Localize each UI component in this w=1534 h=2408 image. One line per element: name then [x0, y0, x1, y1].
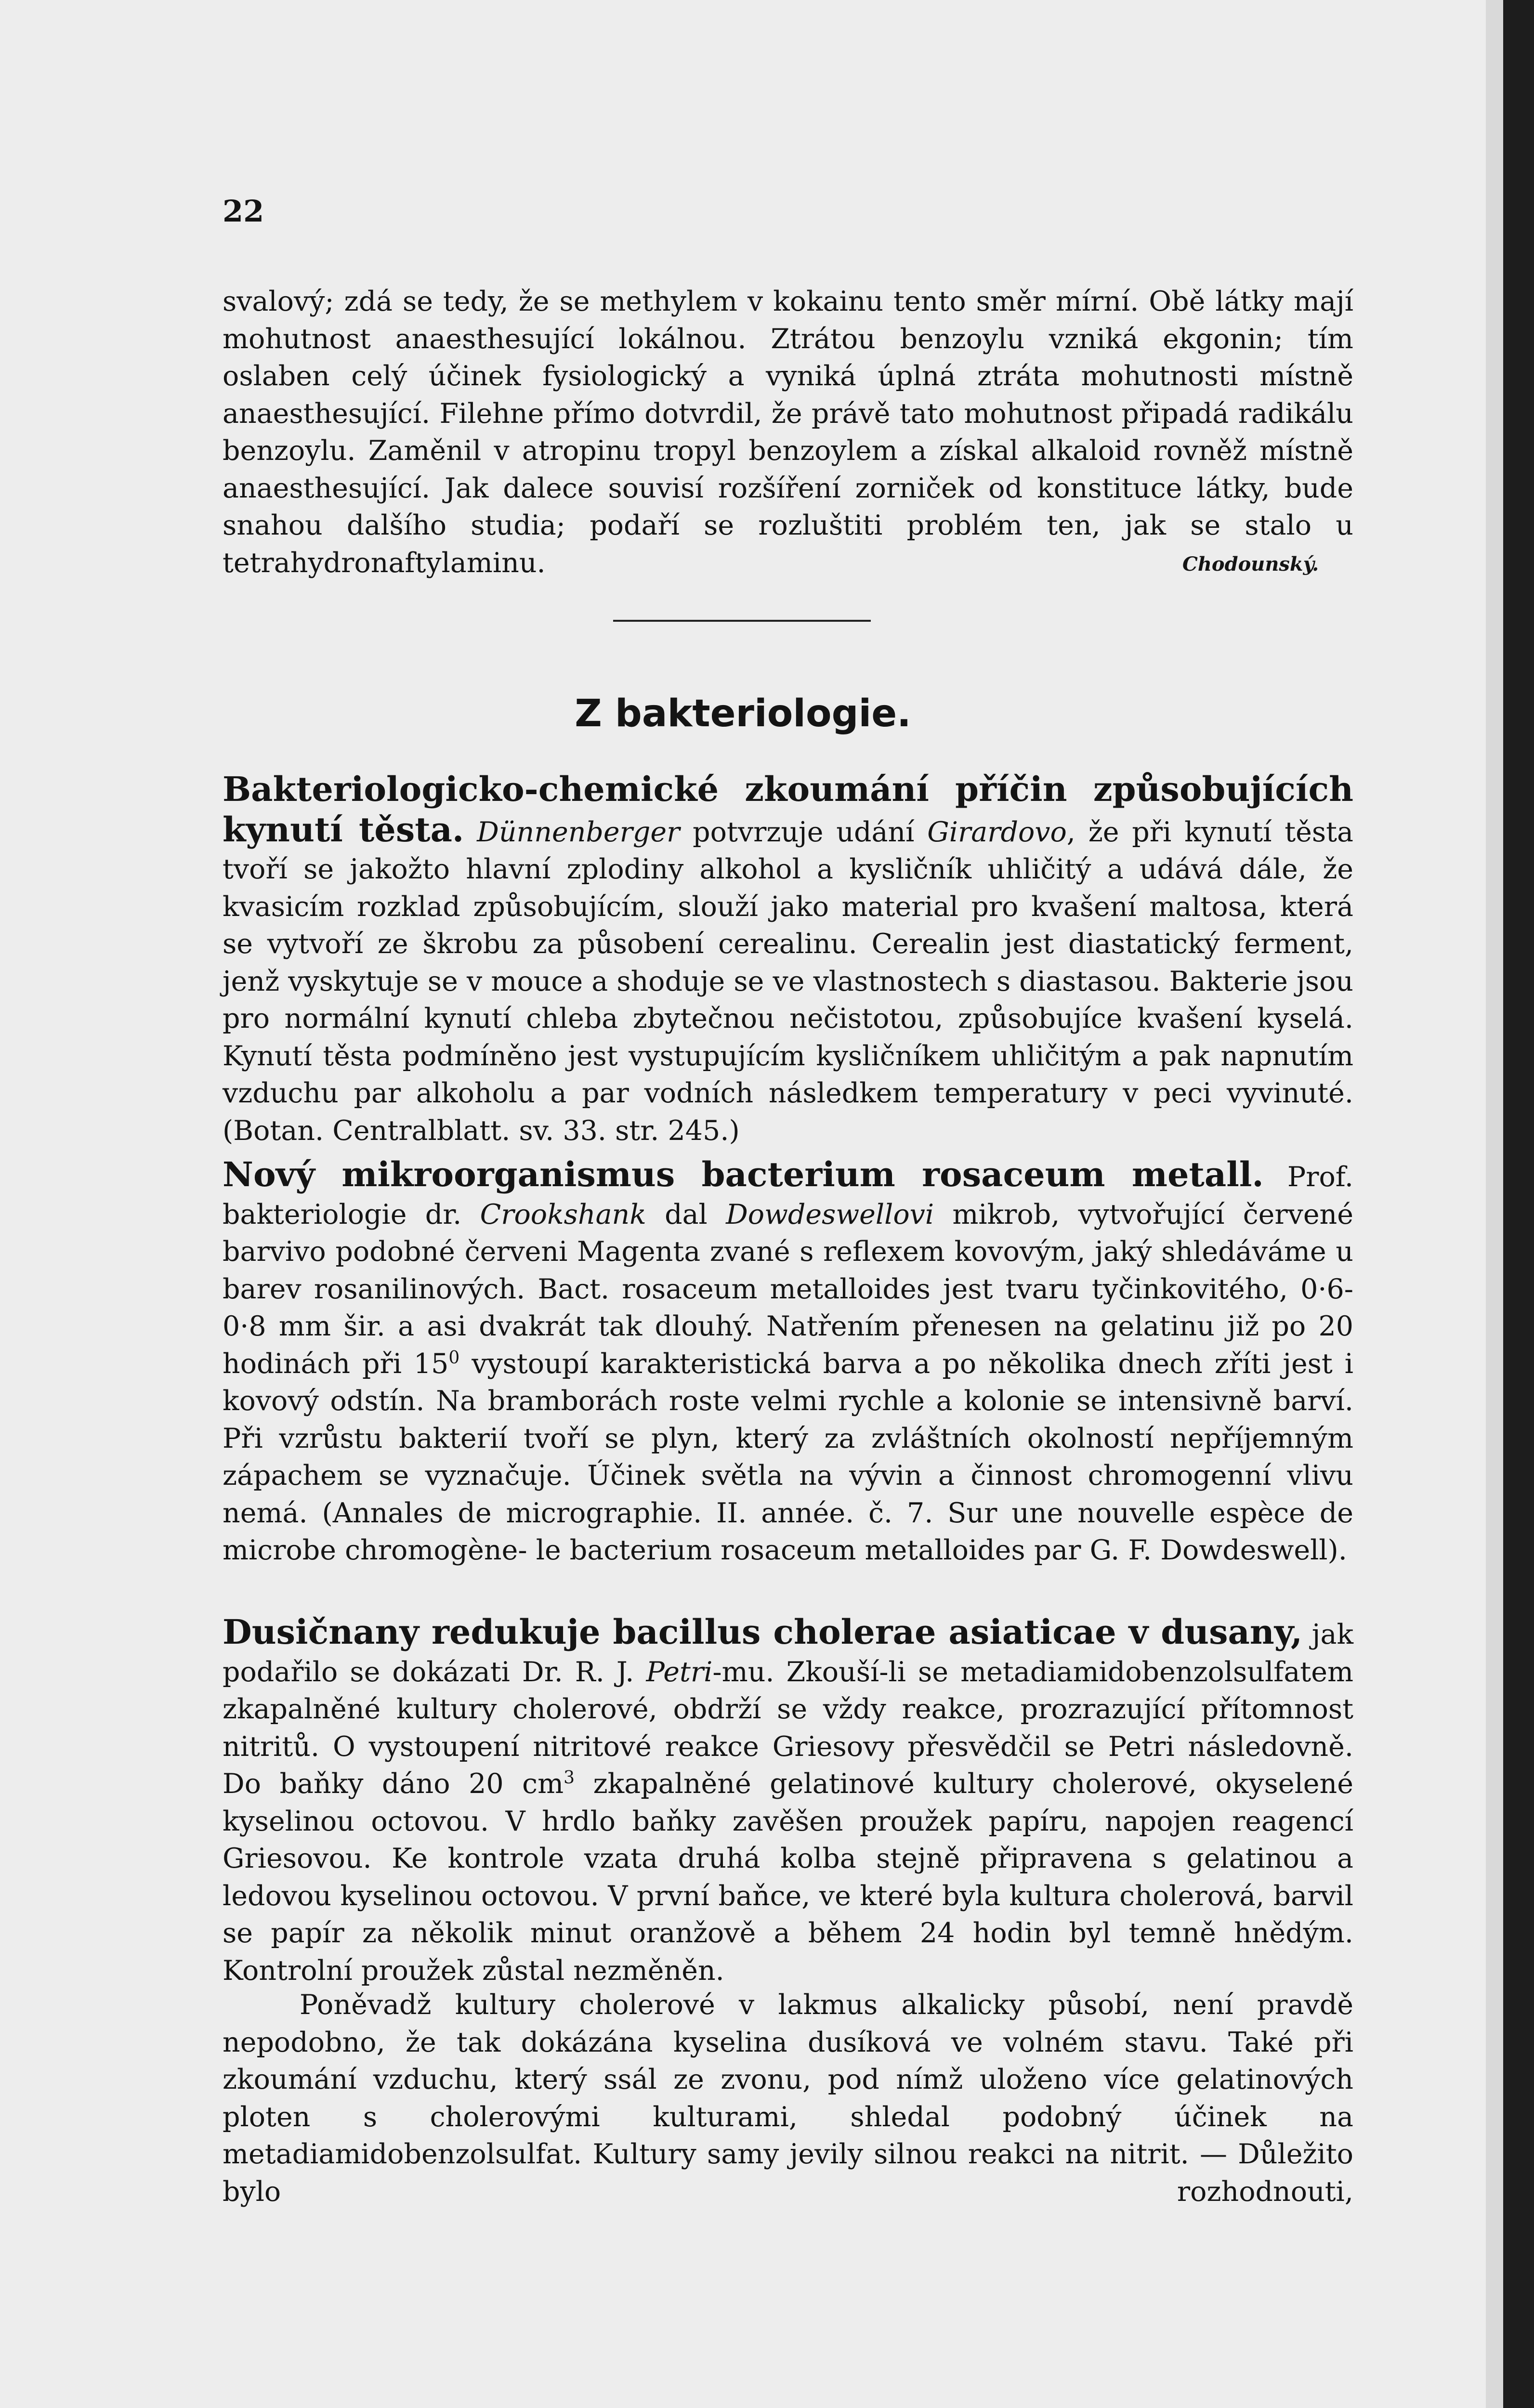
article-dusicnany [223, 1613, 1353, 1989]
page-number: 22 [223, 194, 264, 229]
person-name: Dowdeswellovi [726, 1198, 934, 1230]
article-heading: Nový mikroorganismus bacterium rosaceum metall. [223, 1154, 1264, 1194]
article-text: dal [646, 1198, 726, 1230]
article-text: potvrzuje udání [680, 816, 928, 848]
article-bakteriologicko-chemicke [223, 771, 1353, 1150]
article-heading: Dusičnany redukuje bacillus cholerae asiaticae v dusany, [223, 1612, 1303, 1652]
article-bacterium-rosaceum [223, 1156, 1353, 1570]
article-text: , že při kynutí těsta tvoří se jakožto hlavní zplodiny alkohol a kysličník uhličitý a udává dále, že kvasicím rozklad způsobujícím, slouží jako material pro kvašení maltosa, která se vytvoří ze škrobu za působení cerealinu. Cerealin jest diastatický ferment, jenž vyskytuje se v mouce a shoduje se ve vlastnostech s diastasou. Bakterie jsou pro normální kynutí chleba zbytečnou nečistotou, způsobujíce kvašení kyselá. Kynutí těsta podmíněno jest vystupujícím kysličníkem uhličitým a pak napnutím vzduchu par alkoholu a par vodních následkem temperatury v peci vyvinuté. (Botan. Centralblatt. sv. 33. str. 245.) [223, 816, 1353, 1147]
person-name: Crookshank [480, 1198, 646, 1230]
author-name: Dünnenberger [477, 816, 680, 848]
article-text: -mu. Zkouší-li se metadiamidobenzolsulfatem zkapalněné kultury cholerové, obdrží se vždy reakce, prozrazující přítomnost nitritů. O vystoupení nitritové reakce Griesovy přesvědčil se Petri následovně. Do baňky dáno 20 cm [223, 1656, 1353, 1800]
article-heading: Bakteriologicko-chemické zkoumání příčin způsobujících kynutí těsta. [223, 769, 1353, 850]
intro-paragraph: svalový; zdá se tedy, že se methylem v kokainu tento směr mírní. Obě látky mají mohutnost anaesthesující lokálnou. Ztrátou benzoylu vzniká ekgonin; tím oslaben celý účinek fysiologický a vyniká úplná ztráta mohutnosti místně anaesthesující. Filehne přímo dotvrdil, že právě tato mohutnost připadá radikálu benzoylu. Zaměnil v atropinu tropyl benzoylem a získal alkaloid rovněž místně anaesthesující. Jak dalece souvisí rozšíření zorniček od konstituce látky, bude snahou dalšího studia; podaří se rozluštiti problém ten, jak se stalo u tetrahydronaftylaminu. [223, 286, 1353, 579]
cube-superscript: 3 [564, 1768, 575, 1788]
degree-superscript: 0 [448, 1348, 460, 1368]
signature: Chodounský. [1182, 553, 1319, 576]
person-name: Petri [646, 1656, 713, 1688]
page-edge [1486, 0, 1503, 2408]
article-text: jak podařilo se dokázati Dr. R. J. [223, 1619, 1353, 1688]
article-text: zkapalněné gelatinové kultury cholerové, okyselené kyselinou octovou. V hrdlo baňky zavěšen proužek papíru, napojen reagencí Griesovou. Ke kontrole vzata druhá kolba stejně připravena s gelatinou a ledovou kyselinou octovou. V první baňce, ve které byla kultura cholerová, barvil se papír za několik minut oranžově a během 24 hodin byl temně hnědým. Kontrolní proužek zůstal nezměněn. [223, 1768, 1353, 1987]
article-text: mikrob, vytvořující červené barvivo podobné červeni Magenta zvané s reflexem kovovým, jaký shledáváme u barev rosanilinových. Bact. rosaceum metalloides jest tvaru tyčinkovitého, 0·6-0·8 mm šir. a asi dvakrát tak dlouhý. Natřením přenesen na gelatinu již po 20 hodinách při 15 [223, 1198, 1353, 1380]
reference-name: Girardovo [927, 816, 1067, 848]
article-text: Prof. bakteriologie dr. [223, 1161, 1353, 1230]
section-divider [613, 620, 871, 622]
article-dusicnany-paragraph-2: Poněvadž kultury cholerové v lakmus alkalicky působí, není pravdě nepodobno, že tak dokázána kyselina dusíková ve volném stavu. Také při zkoumání vzduchu, který ssál ze zvonu, pod nímž uloženo více gelatinových ploten s cholerovými kulturami, shledal podobný účinek na metadiamidobenzolsulfat. Kultury samy jevily silnou reakci na nitrit. — Důležito bylo rozhodnouti, [223, 1989, 1353, 2208]
article-text: vystoupí karakteristická barva a po několika dnech zříti jest i kovový odstín. Na bramborách roste velmi rychle a kolonie se intensivně barví. Při vzrůstu bakterií tvoří se plyn, který za zvláštních okolností nepříjemným zápachem se vyznačuje. Účinek světla na vývin a činnost chromogenní vlivu nemá. (Annales de micrographie. II. année. č. 7. Sur une nouvelle espèce de microbe chromogène- le bacterium rosaceum metalloides par G. F. Dowdeswell). [223, 1348, 1353, 1566]
section-title: Z bakteriologie. [575, 692, 911, 735]
